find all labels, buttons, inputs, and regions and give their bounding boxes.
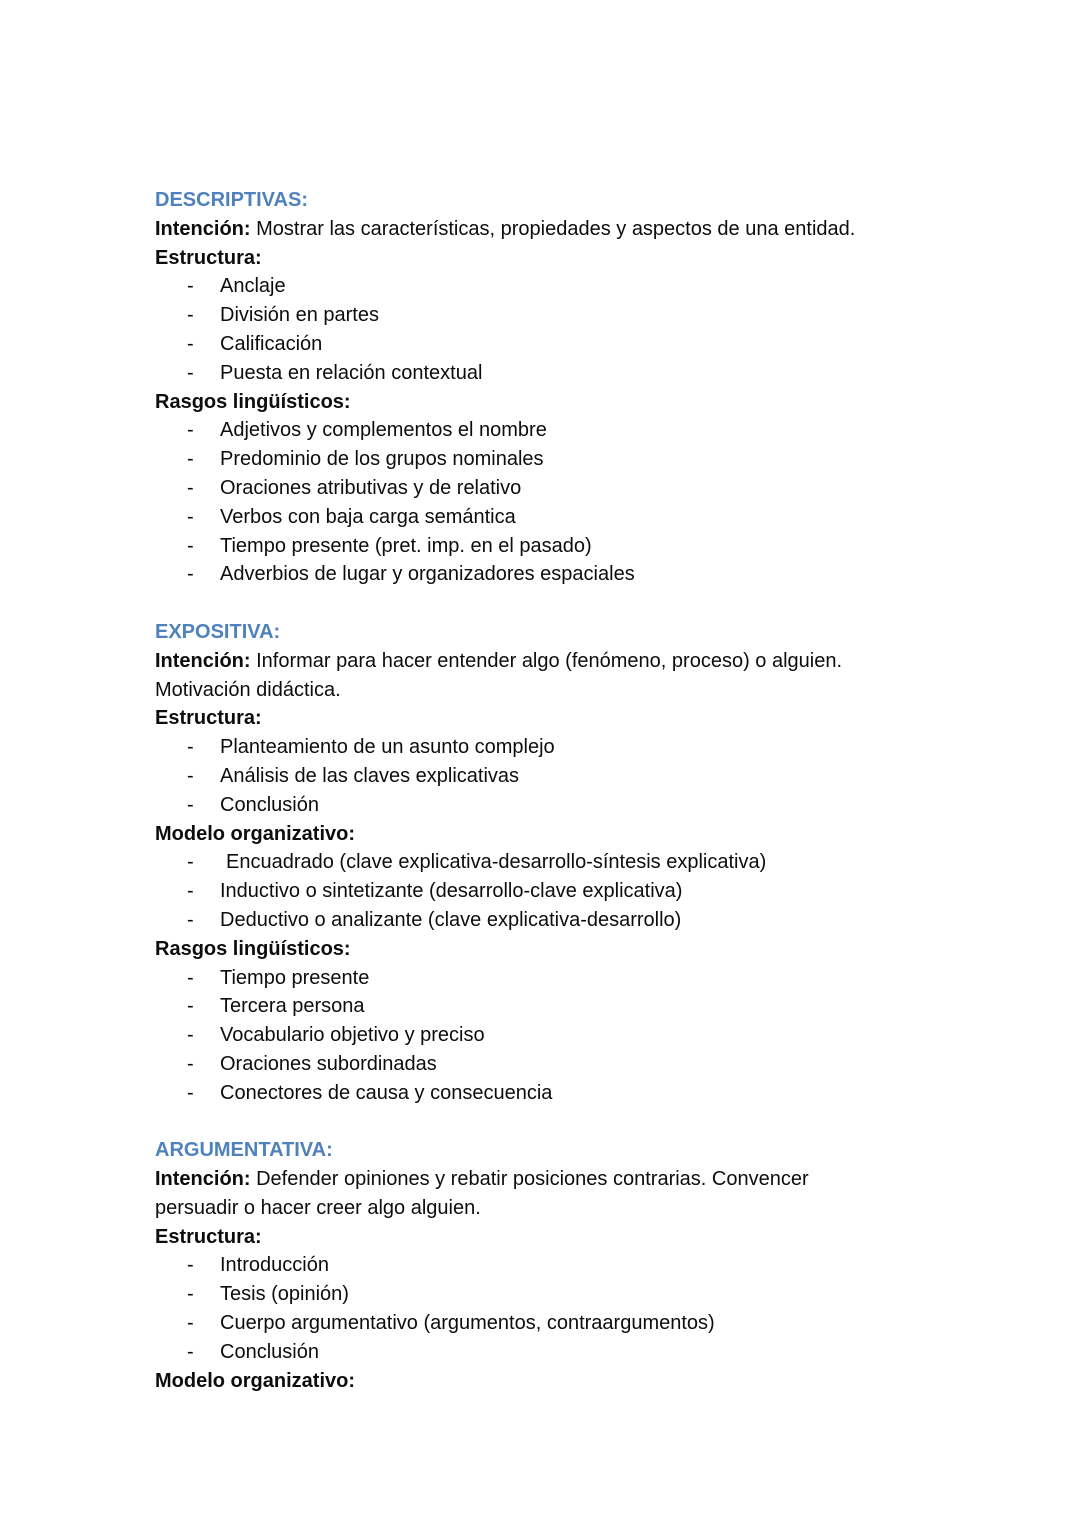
list-item: - Tercera persona xyxy=(155,992,1035,1021)
list-item: - Tiempo presente (pret. imp. en el pasado) xyxy=(155,532,1035,561)
modelo-list xyxy=(155,848,1035,934)
list-item: - Oraciones subordinadas xyxy=(155,1050,1035,1079)
rasgos-label: Rasgos lingüísticos: xyxy=(155,937,351,960)
estructura-label: Estructura: xyxy=(155,246,262,269)
intencion-text: Defender opiniones y rebatir posiciones contrarias. Convencer persuadir o hacer creer algo alguien. xyxy=(155,1168,809,1219)
estructura-label: Estructura: xyxy=(155,707,262,730)
estructura-list xyxy=(155,733,1035,819)
list-item: - Anclaje xyxy=(155,272,1035,301)
list-item: - Análisis de las claves explicativas xyxy=(155,762,1035,791)
list-item: - Puesta en relación contextual xyxy=(155,359,1035,388)
modelo-label: Modelo organizativo: xyxy=(155,822,355,845)
list-item: - Adjetivos y complementos el nombre xyxy=(155,416,1035,445)
section-title: ARGUMENTATIVA: xyxy=(155,1139,333,1162)
list-item: - División en partes xyxy=(155,301,1035,330)
intencion-label: Intención: xyxy=(155,649,251,672)
list-item: - Tiempo presente xyxy=(155,964,1035,993)
intencion-label: Intención: xyxy=(155,217,251,240)
rasgos-list xyxy=(155,416,1035,589)
list-item: - Calificación xyxy=(155,330,1035,359)
list-item: - Adverbios de lugar y organizadores espaciales xyxy=(155,560,1035,589)
estructura-list xyxy=(155,272,1035,387)
estructura-label: Estructura: xyxy=(155,1225,262,1248)
list-item: - Encuadrado (clave explicativa-desarrollo-síntesis explicativa) xyxy=(155,848,1035,877)
list-item: - Inductivo o sintetizante (desarrollo-clave explicativa) xyxy=(155,877,1035,906)
list-item: - Deductivo o analizante (clave explicativa-desarrollo) xyxy=(155,906,1035,935)
list-item: - Conectores de causa y consecuencia xyxy=(155,1079,1035,1108)
list-item: - Cuerpo argumentativo (argumentos, contraargumentos) xyxy=(155,1309,1035,1338)
intencion-label: Intención: xyxy=(155,1168,251,1191)
list-item: - Planteamiento de un asunto complejo xyxy=(155,733,1035,762)
intencion-text: Mostrar las características, propiedades y aspectos de una entidad. xyxy=(256,217,856,240)
intencion-paragraph xyxy=(155,647,1035,705)
section-argumentativa xyxy=(155,1136,1035,1395)
section-title: DESCRIPTIVAS: xyxy=(155,189,308,211)
list-item: - Tesis (opinión) xyxy=(155,1280,1035,1309)
rasgos-label: Rasgos lingüísticos: xyxy=(155,390,351,413)
section-title: EXPOSITIVA: xyxy=(155,620,281,643)
intencion-text: Informar para hacer entender algo (fenómeno, proceso) o alguien. Motivación didáctica. xyxy=(155,649,843,701)
list-item: - Predominio de los grupos nominales xyxy=(155,445,1035,474)
intencion-paragraph xyxy=(155,1165,1035,1223)
section-expositiva xyxy=(155,618,1035,1108)
rasgos-list xyxy=(155,964,1035,1108)
estructura-list xyxy=(155,1251,1035,1366)
list-item: - Vocabulario objetivo y preciso xyxy=(155,1021,1035,1050)
intencion-paragraph xyxy=(155,215,1035,244)
modelo-label: Modelo organizativo: xyxy=(155,1369,355,1392)
document-page xyxy=(155,186,1035,1395)
list-item: - Verbos con baja carga semántica xyxy=(155,503,1035,532)
section-descriptivas xyxy=(155,186,1035,589)
list-item: - Conclusión xyxy=(155,791,1035,820)
list-item: - Conclusión xyxy=(155,1338,1035,1367)
list-item: - Oraciones atributivas y de relativo xyxy=(155,474,1035,503)
list-item: - Introducción xyxy=(155,1251,1035,1280)
